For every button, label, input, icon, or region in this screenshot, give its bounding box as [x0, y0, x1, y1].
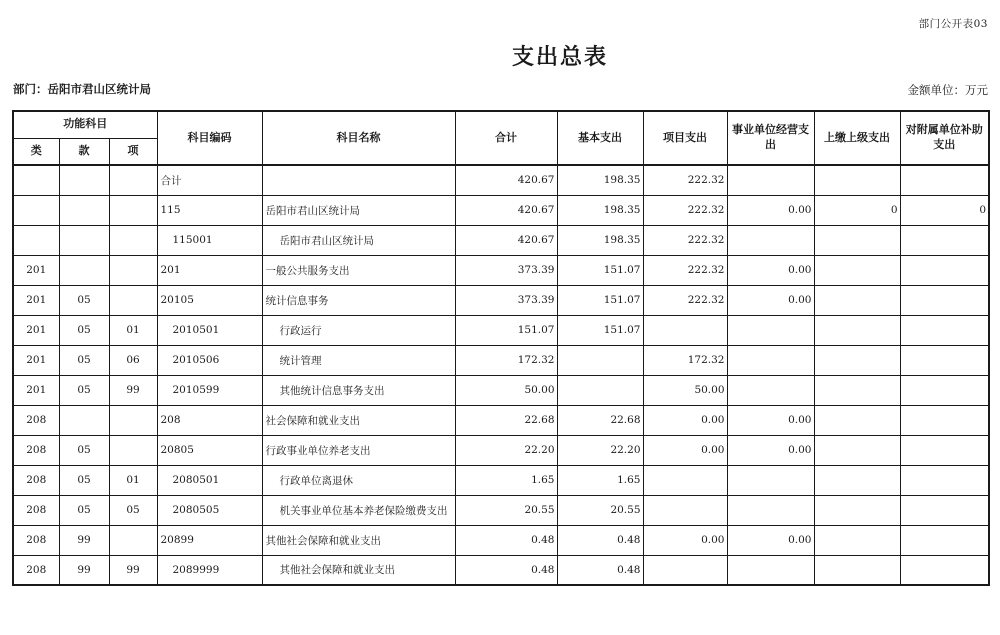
- cell-project: 222.32: [643, 255, 727, 285]
- cell-item: [109, 285, 157, 315]
- table-row: [13, 315, 989, 345]
- cell-basic: 0.48: [557, 555, 643, 585]
- cell-section: 05: [59, 315, 109, 345]
- cell-upper: [814, 255, 900, 285]
- cell-item: [109, 165, 157, 195]
- header-subsidy-expenditure: 对附属单位补助支出: [900, 111, 989, 165]
- cell-subject-name: 社会保障和就业支出: [262, 405, 455, 435]
- cell-total: 373.39: [455, 255, 557, 285]
- cell-upper: [814, 555, 900, 585]
- cell-project: [643, 495, 727, 525]
- cell-section: 05: [59, 435, 109, 465]
- cell-item: [109, 435, 157, 465]
- cell-operating: [727, 465, 814, 495]
- cell-total: 1.65: [455, 465, 557, 495]
- cell-upper: [814, 375, 900, 405]
- cell-subject-code: 合计: [157, 165, 262, 195]
- cell-subject-name: 一般公共服务支出: [262, 255, 455, 285]
- cell-project: 172.32: [643, 345, 727, 375]
- cell-class: 208: [13, 555, 59, 585]
- cell-project: 222.32: [643, 195, 727, 225]
- cell-item: [109, 225, 157, 255]
- cell-subject-code: 2010501: [157, 315, 262, 345]
- cell-class: 208: [13, 495, 59, 525]
- cell-subject-code: 201: [157, 255, 262, 285]
- cell-operating: [727, 555, 814, 585]
- cell-project: 0.00: [643, 405, 727, 435]
- cell-section: [59, 255, 109, 285]
- cell-subsidy: [900, 375, 989, 405]
- cell-operating: [727, 375, 814, 405]
- cell-operating: [727, 225, 814, 255]
- cell-subject-name: 行政事业单位养老支出: [262, 435, 455, 465]
- cell-subsidy: 0: [900, 195, 989, 225]
- cell-upper: 0: [814, 195, 900, 225]
- cell-item: [109, 405, 157, 435]
- cell-subject-name: 机关事业单位基本养老保险缴费支出: [262, 495, 455, 525]
- cell-total: 22.68: [455, 405, 557, 435]
- cell-section: [59, 225, 109, 255]
- cell-subsidy: [900, 315, 989, 345]
- cell-item: 99: [109, 375, 157, 405]
- cell-class: 201: [13, 285, 59, 315]
- cell-subject-code: 2080505: [157, 495, 262, 525]
- table-row: [13, 525, 989, 555]
- table-row: [13, 345, 989, 375]
- header-section: 款: [59, 138, 109, 165]
- cell-class: 208: [13, 435, 59, 465]
- cell-class: [13, 225, 59, 255]
- cell-total: 420.67: [455, 225, 557, 255]
- cell-section: 05: [59, 375, 109, 405]
- cell-subject-name: 统计信息事务: [262, 285, 455, 315]
- cell-upper: [814, 225, 900, 255]
- header-basic-expenditure: 基本支出: [557, 111, 643, 165]
- cell-upper: [814, 435, 900, 465]
- cell-basic: 198.35: [557, 165, 643, 195]
- header-function-group: 功能科目: [13, 111, 157, 138]
- cell-section: [59, 195, 109, 225]
- cell-subsidy: [900, 525, 989, 555]
- cell-upper: [814, 345, 900, 375]
- cell-operating: [727, 345, 814, 375]
- cell-section: 05: [59, 465, 109, 495]
- cell-subject-name: 其他统计信息事务支出: [262, 375, 455, 405]
- cell-subject-code: 2089999: [157, 555, 262, 585]
- cell-class: [13, 165, 59, 195]
- cell-subsidy: [900, 345, 989, 375]
- header-subject-code: 科目编码: [157, 111, 262, 165]
- cell-section: 05: [59, 285, 109, 315]
- cell-subject-name: 行政运行: [262, 315, 455, 345]
- cell-item: 05: [109, 495, 157, 525]
- unit-label: 金额单位：万元: [907, 83, 988, 97]
- cell-subsidy: [900, 435, 989, 465]
- table-row: [13, 255, 989, 285]
- header-total: 合计: [455, 111, 557, 165]
- cell-upper: [814, 315, 900, 345]
- table-row: [13, 375, 989, 405]
- table-row: [13, 435, 989, 465]
- cell-subsidy: [900, 405, 989, 435]
- cell-project: 50.00: [643, 375, 727, 405]
- cell-total: 0.48: [455, 555, 557, 585]
- cell-subsidy: [900, 225, 989, 255]
- cell-project: 222.32: [643, 225, 727, 255]
- cell-total: 50.00: [455, 375, 557, 405]
- cell-class: [13, 195, 59, 225]
- table-row: [13, 405, 989, 435]
- cell-class: 208: [13, 405, 59, 435]
- cell-section: 99: [59, 555, 109, 585]
- cell-project: [643, 555, 727, 585]
- cell-subject-name: 岳阳市君山区统计局: [262, 225, 455, 255]
- table-row: [13, 225, 989, 255]
- header-project-expenditure: 项目支出: [643, 111, 727, 165]
- cell-total: 20.55: [455, 495, 557, 525]
- cell-project: 222.32: [643, 165, 727, 195]
- cell-total: 151.07: [455, 315, 557, 345]
- cell-subject-name: 其他社会保障和就业支出: [262, 555, 455, 585]
- cell-upper: [814, 495, 900, 525]
- cell-basic: [557, 345, 643, 375]
- cell-subsidy: [900, 555, 989, 585]
- cell-total: 22.20: [455, 435, 557, 465]
- cell-section: 99: [59, 525, 109, 555]
- cell-item: 99: [109, 555, 157, 585]
- cell-subject-code: 115: [157, 195, 262, 225]
- table-row: [13, 195, 989, 225]
- cell-subject-name: 其他社会保障和就业支出: [262, 525, 455, 555]
- cell-operating: [727, 495, 814, 525]
- cell-subject-name: 岳阳市君山区统计局: [262, 195, 455, 225]
- cell-upper: [814, 405, 900, 435]
- cell-project: [643, 315, 727, 345]
- table-row: [13, 165, 989, 195]
- cell-subject-code: 20105: [157, 285, 262, 315]
- cell-subject-code: 20805: [157, 435, 262, 465]
- cell-basic: 151.07: [557, 315, 643, 345]
- cell-upper: [814, 285, 900, 315]
- cell-project: 222.32: [643, 285, 727, 315]
- cell-operating: 0.00: [727, 285, 814, 315]
- cell-basic: [557, 375, 643, 405]
- cell-subject-code: 2080501: [157, 465, 262, 495]
- cell-total: 373.39: [455, 285, 557, 315]
- header-upper-level-expenditure: 上缴上级支出: [814, 111, 900, 165]
- cell-subject-code: 20899: [157, 525, 262, 555]
- cell-upper: [814, 465, 900, 495]
- cell-basic: 22.68: [557, 405, 643, 435]
- table-row: [13, 465, 989, 495]
- cell-basic: 151.07: [557, 255, 643, 285]
- cell-total: 420.67: [455, 165, 557, 195]
- cell-subsidy: [900, 285, 989, 315]
- cell-basic: 151.07: [557, 285, 643, 315]
- header-item: 项: [109, 138, 157, 165]
- cell-basic: 198.35: [557, 195, 643, 225]
- cell-subject-name: [262, 165, 455, 195]
- cell-subject-code: 115001: [157, 225, 262, 255]
- cell-operating: [727, 165, 814, 195]
- cell-section: 05: [59, 345, 109, 375]
- table-header: [13, 111, 989, 165]
- cell-total: 0.48: [455, 525, 557, 555]
- page-title: 支出总表: [511, 44, 609, 69]
- table-row: [13, 495, 989, 525]
- header-operating-expenditure: 事业单位经营支出: [727, 111, 814, 165]
- header-class: 类: [13, 138, 59, 165]
- cell-class: 201: [13, 345, 59, 375]
- cell-class: 208: [13, 465, 59, 495]
- cell-upper: [814, 525, 900, 555]
- cell-subsidy: [900, 255, 989, 285]
- cell-class: 201: [13, 315, 59, 345]
- cell-item: [109, 255, 157, 285]
- header-subject-name: 科目名称: [262, 111, 455, 165]
- cell-item: 01: [109, 465, 157, 495]
- table-row: [13, 285, 989, 315]
- cell-subsidy: [900, 465, 989, 495]
- cell-operating: 0.00: [727, 255, 814, 285]
- cell-subsidy: [900, 165, 989, 195]
- cell-total: 172.32: [455, 345, 557, 375]
- cell-section: 05: [59, 495, 109, 525]
- cell-section: [59, 165, 109, 195]
- cell-subject-code: 2010599: [157, 375, 262, 405]
- table-row: [13, 555, 989, 585]
- cell-operating: 0.00: [727, 195, 814, 225]
- cell-class: 208: [13, 525, 59, 555]
- cell-subsidy: [900, 495, 989, 525]
- department-label: 部门：岳阳市君山区统计局: [13, 84, 151, 96]
- cell-project: 0.00: [643, 525, 727, 555]
- cell-item: [109, 525, 157, 555]
- cell-item: 06: [109, 345, 157, 375]
- cell-operating: 0.00: [727, 405, 814, 435]
- cell-class: 201: [13, 255, 59, 285]
- cell-class: 201: [13, 375, 59, 405]
- cell-project: [643, 465, 727, 495]
- cell-subject-name: 统计管理: [262, 345, 455, 375]
- cell-operating: 0.00: [727, 525, 814, 555]
- cell-basic: 1.65: [557, 465, 643, 495]
- cell-total: 420.67: [455, 195, 557, 225]
- expenditure-table: [12, 110, 990, 586]
- cell-basic: 20.55: [557, 495, 643, 525]
- cell-item: 01: [109, 315, 157, 345]
- cell-subject-code: 208: [157, 405, 262, 435]
- cell-basic: 0.48: [557, 525, 643, 555]
- cell-operating: 0.00: [727, 435, 814, 465]
- cell-upper: [814, 165, 900, 195]
- cell-project: 0.00: [643, 435, 727, 465]
- cell-operating: [727, 315, 814, 345]
- form-number: 部门公开表03: [918, 18, 988, 30]
- cell-subject-name: 行政单位离退休: [262, 465, 455, 495]
- cell-subject-code: 2010506: [157, 345, 262, 375]
- cell-section: [59, 405, 109, 435]
- cell-basic: 198.35: [557, 225, 643, 255]
- cell-item: [109, 195, 157, 225]
- cell-basic: 22.20: [557, 435, 643, 465]
- table-body: [13, 165, 989, 585]
